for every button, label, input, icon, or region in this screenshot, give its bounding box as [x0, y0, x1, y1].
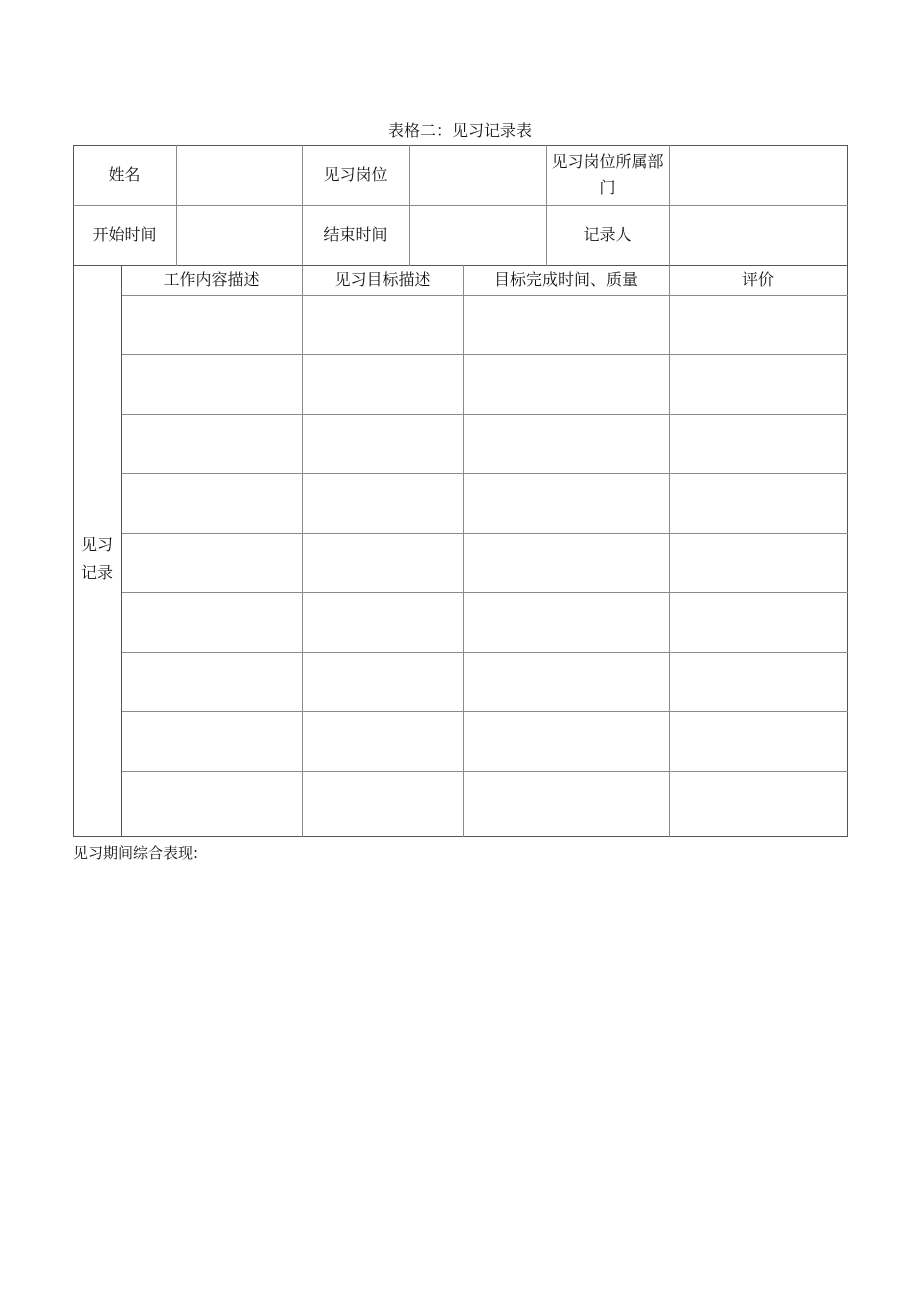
info-records-divider — [73, 265, 848, 266]
info-column-divider — [176, 145, 177, 266]
records-row-divider — [121, 414, 848, 415]
completion-cell[interactable] — [463, 533, 669, 592]
goal-cell[interactable] — [302, 533, 463, 592]
evaluation-cell[interactable] — [669, 414, 847, 473]
goal-cell[interactable] — [302, 771, 463, 836]
table-left-border — [73, 145, 74, 837]
records-column-divider — [463, 265, 464, 837]
post-label: 见习岗位 — [323, 165, 388, 184]
evaluation-cell[interactable] — [669, 354, 847, 414]
completion-cell[interactable] — [463, 295, 669, 354]
records-row-divider — [121, 473, 848, 474]
completion-cell[interactable] — [463, 592, 669, 652]
work-content-cell[interactable] — [121, 533, 302, 592]
records-row-divider — [121, 533, 848, 534]
work-content-cell[interactable] — [121, 771, 302, 836]
name-label: 姓名 — [108, 165, 141, 184]
info-row-divider — [73, 205, 848, 206]
header-completion-time-quality: 目标完成时间、质量 — [493, 270, 638, 289]
info-column-divider — [302, 145, 303, 266]
end-time-label: 结束时间 — [323, 225, 388, 244]
info-column-divider — [546, 145, 547, 266]
post-field[interactable] — [409, 145, 546, 205]
name-field[interactable] — [176, 145, 302, 205]
records-row-divider — [121, 711, 848, 712]
info-column-divider — [669, 145, 670, 266]
records-column-divider — [302, 265, 303, 837]
goal-cell[interactable] — [302, 711, 463, 771]
dept-label: 见习岗位所属部门 — [551, 152, 664, 197]
evaluation-cell[interactable] — [669, 295, 847, 354]
header-internship-goal: 见习目标描述 — [334, 270, 431, 289]
goal-cell[interactable] — [302, 414, 463, 473]
completion-cell[interactable] — [463, 652, 669, 711]
dept-field[interactable] — [669, 145, 847, 205]
completion-cell[interactable] — [463, 354, 669, 414]
work-content-cell[interactable] — [121, 711, 302, 771]
completion-cell[interactable] — [463, 414, 669, 473]
records-row-divider — [121, 771, 848, 772]
work-content-cell[interactable] — [121, 295, 302, 354]
evaluation-cell[interactable] — [669, 592, 847, 652]
header-evaluation: 评价 — [741, 270, 774, 289]
work-content-cell[interactable] — [121, 414, 302, 473]
records-row-divider — [121, 652, 848, 653]
info-column-divider — [409, 145, 410, 266]
records-column-divider — [121, 265, 122, 837]
goal-cell[interactable] — [302, 473, 463, 533]
record-side-label — [73, 265, 121, 836]
completion-cell[interactable] — [463, 711, 669, 771]
form-title: 表格二：见习记录表 — [387, 121, 532, 140]
evaluation-cell[interactable] — [669, 771, 847, 836]
start-time-label: 开始时间 — [92, 225, 157, 244]
table-top-border — [73, 145, 848, 146]
end-time-field[interactable] — [409, 205, 546, 265]
goal-cell[interactable] — [302, 354, 463, 414]
records-row-divider — [121, 354, 848, 355]
goal-cell[interactable] — [302, 295, 463, 354]
evaluation-cell[interactable] — [669, 711, 847, 771]
completion-cell[interactable] — [463, 771, 669, 836]
goal-cell[interactable] — [302, 652, 463, 711]
start-time-field[interactable] — [176, 205, 302, 265]
goal-cell[interactable] — [302, 592, 463, 652]
evaluation-cell[interactable] — [669, 652, 847, 711]
records-header-divider — [121, 295, 848, 296]
table-right-border — [847, 145, 848, 837]
records-column-divider — [669, 265, 670, 837]
recorder-label: 记录人 — [583, 225, 632, 244]
work-content-cell[interactable] — [121, 354, 302, 414]
recorder-field[interactable] — [669, 205, 847, 265]
record-side-label-line1: 见习 — [80, 534, 113, 554]
records-row-divider — [121, 592, 848, 593]
completion-cell[interactable] — [463, 473, 669, 533]
record-side-label-line2: 记录 — [80, 562, 113, 582]
header-work-content: 工作内容描述 — [163, 270, 260, 289]
summary-label: 见习期间综合表现: — [73, 844, 199, 862]
evaluation-cell[interactable] — [669, 473, 847, 533]
table-bottom-border — [73, 836, 848, 837]
work-content-cell[interactable] — [121, 473, 302, 533]
evaluation-cell[interactable] — [669, 533, 847, 592]
work-content-cell[interactable] — [121, 592, 302, 652]
work-content-cell[interactable] — [121, 652, 302, 711]
